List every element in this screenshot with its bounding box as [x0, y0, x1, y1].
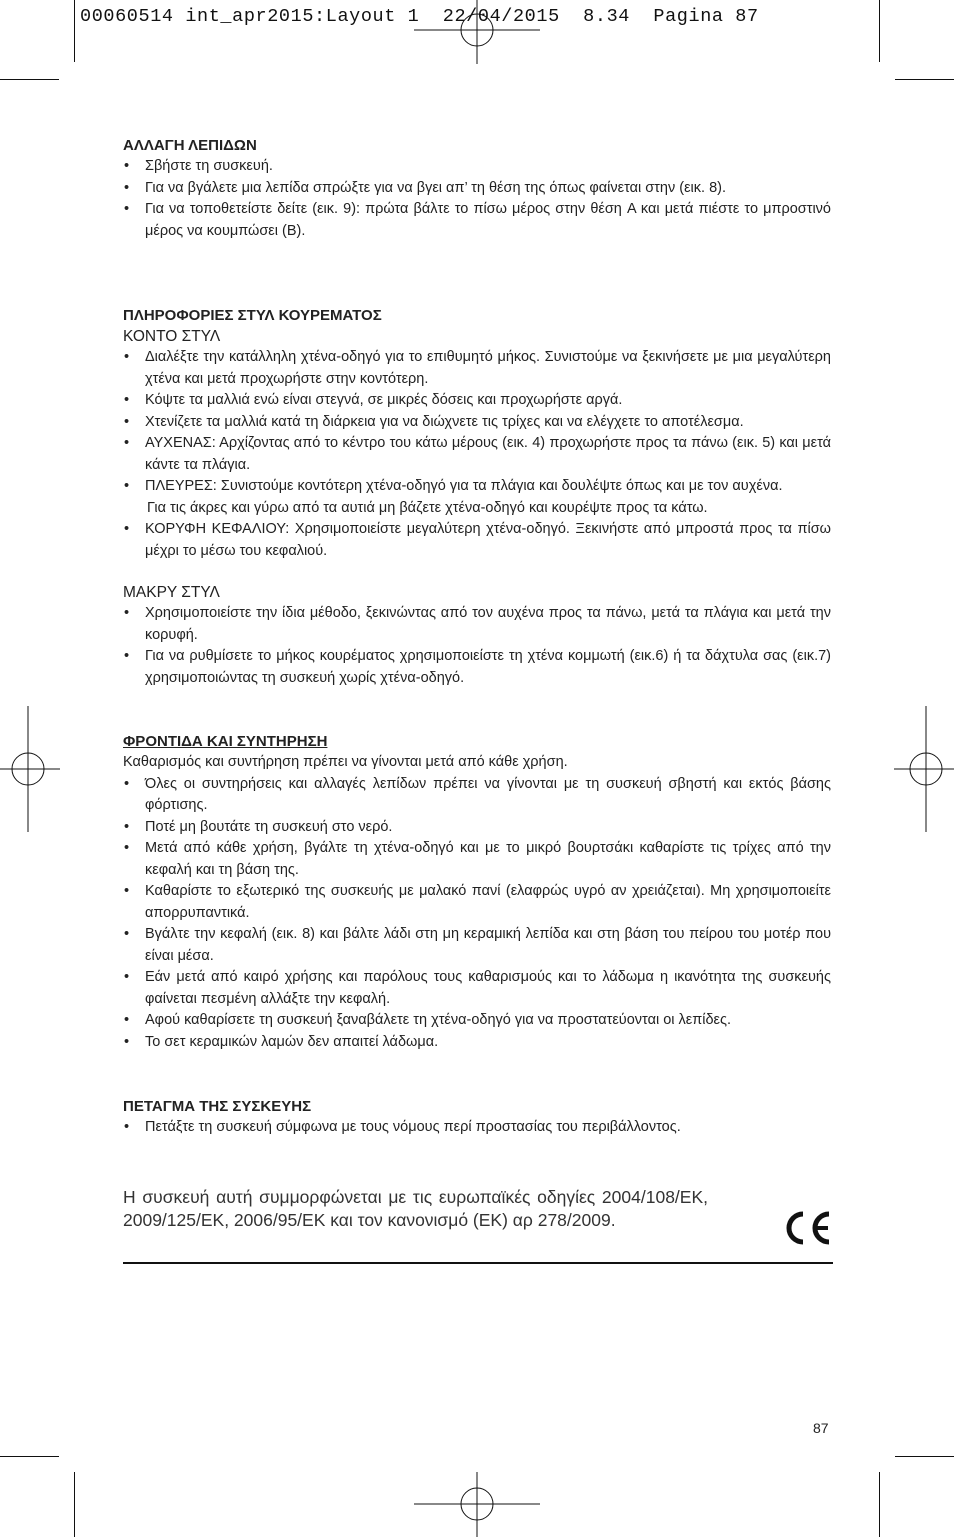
bullet-list	[123, 156, 831, 242]
list-item: • Διαλέξτε την κατάλληλη χτένα-οδηγό για το επιθυμητό μήκος. Συνιστούμε να ξεκινήσετε με μια μεγαλύτερη χτένα και μετά προχωρήστε στην κοντότερη.	[123, 347, 831, 390]
list-item: • Για να βγάλετε μια λεπίδα σπρώξτε για να βγει απ’ τη θέση της όπως φαίνεται στην (εικ. 8).	[123, 178, 831, 200]
list-item: • Όλες οι συντηρήσεις και αλλαγές λεπίδων πρέπει να γίνονται με τη συσκευή σβηστή και εκτός βάσης φόρτισης.	[123, 774, 831, 817]
section-title: ΦΡΟΝΤΙΔΑ ΚΑΙ ΣΥΝΤΗΡΗΣΗ	[123, 733, 328, 750]
section-styling-info	[123, 305, 831, 689]
subsection-title: ΜΑΚΡΥ ΣΤΥΛ	[123, 584, 220, 601]
list-item: • ΚΟΡΥΦΗ ΚΕΦΑΛΙΟΥ: Χρησιμοποιείστε μεγαλύτερη χτένα-οδηγό. Ξεκινήστε από μπροστά προς τα πίσω μέχρι το μέσω του κεφαλιού.	[123, 519, 831, 562]
list-item: • Βγάλτε την κεφαλή (εικ. 8) και βάλτε λάδι στη μη κεραμική λεπίδα και στη βάση του πείρου του μοτέρ που είναι μέσα.	[123, 924, 831, 967]
registration-mark-left-icon	[0, 706, 60, 832]
list-item: • Ποτέ μη βουτάτε τη συσκευή στο νερό.	[123, 817, 831, 839]
list-item: • Καθαρίστε το εξωτερικό της συσκευής με μαλακό πανί (ελαφρώς υγρό αν χρειάζεται). Μη χρησιμοποιείτε απορρυπαντικά.	[123, 881, 831, 924]
list-item: • ΑΥΧΕΝΑΣ: Αρχίζοντας από το κέντρο του κάτω μέρους (εικ. 4) προχωρήστε προς τα πάνω (εικ. 5) και μετά κάντε τα πλάγια.	[123, 433, 831, 476]
list-item: • Το σετ κεραμικών λαμών δεν απαιτεί λάδωμα.	[123, 1032, 831, 1054]
list-item: • Πετάξτε τη συσκευή σύμφωνα με τους νόμους περί προστασίας του περιβάλλοντος.	[123, 1117, 831, 1139]
bullet-list	[123, 1117, 831, 1139]
list-item: • Χρησιμοποιείστε την ίδια μέθοδο, ξεκινώντας από τον αυχένα προς τα πάνω, μετά τα πλάγια και μετά την κορυφή.	[123, 603, 831, 646]
bullet-list	[123, 603, 831, 689]
bullet-list	[123, 774, 831, 1054]
list-item: • Εάν μετά από καιρό χρήσης και παρόλους τους καθαρισμούς και το λάδωμα η ικανότητα της συσκευής φαίνεται πεσμένη αλλάξτε την κεφαλή.	[123, 967, 831, 1010]
section-title: ΠΛΗΡΟΦΟΡΙΕΣ ΣΤΥΛ ΚΟΥΡΕΜΑΤΟΣ	[123, 307, 382, 324]
registration-mark-bottom-icon	[414, 1472, 540, 1537]
ce-mark-icon	[781, 1208, 833, 1248]
registration-mark-right-icon	[894, 706, 954, 832]
registration-mark-top-icon	[414, 0, 540, 64]
list-item: • Χτενίζετε τα μαλλιά κατά τη διάρκεια για να διώχνετε τις τρίχες και να ελέγχετε το αποτέλεσμα.	[123, 412, 831, 434]
section-disposal	[123, 1096, 831, 1139]
list-item: • Για να τοποθετείστε δείτε (εικ. 9): πρώτα βάλτε το πίσω μέρος στην θέση A και μετά πιέστε το μπροστινό μέρος να κουμπώσει (B).	[123, 199, 831, 242]
list-item: • Κόψτε τα μαλλιά ενώ είναι στεγνά, σε μικρές δόσεις και προχωρήστε αργά.	[123, 390, 831, 412]
list-item: • Αφού καθαρίσετε τη συσκευή ξαναβάλετε τη χτένα-οδηγό για να προστατεύονται οι λεπίδες.	[123, 1010, 831, 1032]
intro-text: Καθαρισμός και συντήρηση πρέπει να γίνονται μετά από κάθε χρήση.	[123, 754, 568, 770]
list-item: • Σβήστε τη συσκευή.	[123, 156, 831, 178]
section-care	[123, 731, 831, 1053]
bullet-list	[123, 347, 831, 498]
print-slug: 00060514 int_apr2015:Layout 1 22/04/2015 8.34 Pagina 87	[80, 6, 759, 27]
page-number: 87	[813, 1420, 829, 1436]
list-item: • Για να ρυθμίσετε το μήκος κουρέματος χρησιμοποιείστε τη χτένα κομμωτή (εικ.6) ή τα δάχτυλα σας (εικ.7) χρησιμοποιώντας τη συσκευή χωρίς χτένα-οδηγό.	[123, 646, 831, 689]
compliance-block	[123, 1186, 833, 1264]
section-blade-change	[123, 135, 831, 242]
bullet-list	[123, 519, 831, 562]
list-item: • ΠΛΕΥΡΕΣ: Συνιστούμε κοντότερη χτένα-οδηγό για τα πλάγια και δουλέψτε όπως και με τον αυχένα.	[123, 476, 831, 498]
subsection-title: ΚΟΝΤΟ ΣΤΥΛ	[123, 328, 221, 345]
list-item: • Μετά από κάθε χρήση, βγάλτε τη χτένα-οδηγό και με το μικρό βουρτσάκι καθαρίστε τις τρίχες από την κεφαλή και τη βάση της.	[123, 838, 831, 881]
compliance-text: Η συσκευή αυτή συμμορφώνεται με τις ευρωπαϊκές οδηγίες 2004/108/ΕΚ, 2009/125/ΕΚ, 2006/95/ΕΚ και τον κανονισμό (ΕΚ) αρ 278/2009.	[123, 1187, 708, 1230]
page-content	[123, 135, 831, 1139]
section-title: ΑΛΛΑΓΗ ΛΕΠΙΔΩΝ	[123, 137, 257, 154]
note-text: Για τις άκρες και γύρω από τα αυτιά μη βάζετε χτένα-οδηγό και κουρέψτε προς τα κάτω.	[147, 499, 708, 516]
section-title: ΠΕΤΑΓΜΑ ΤΗΣ ΣΥΣΚΕΥΗΣ	[123, 1098, 312, 1115]
